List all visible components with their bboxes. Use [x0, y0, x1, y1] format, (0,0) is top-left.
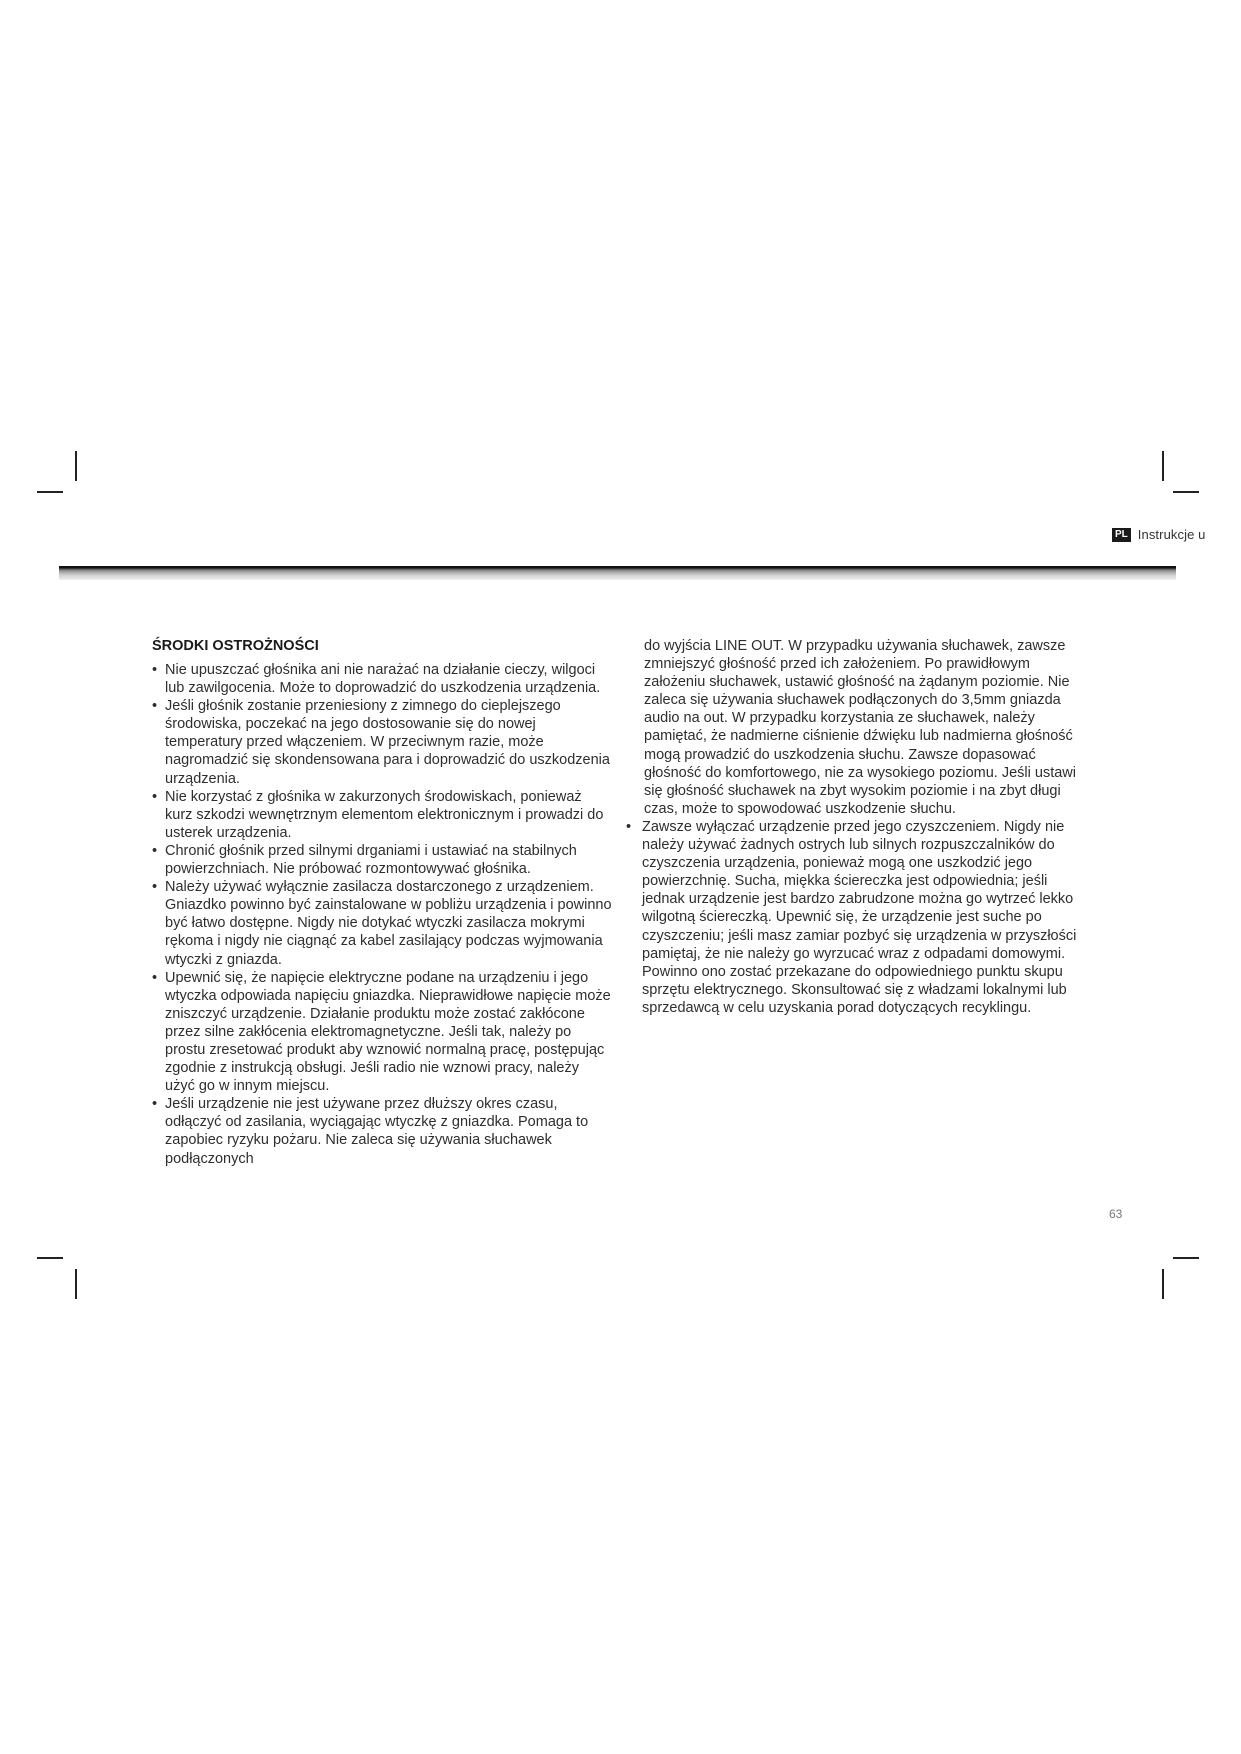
list-item: • Chronić głośnik przed silnymi drganiami i ustawiać na stabilnych powierzchniach. Nie próbować rozmontowywać głośnika. [152, 842, 612, 878]
crop-mark-top-right-horizontal [1173, 491, 1199, 493]
section-title: ŚRODKI OSTROŻNOŚCI [152, 638, 319, 654]
precautions-list-right [626, 818, 1086, 1017]
list-item: • Jeśli urządzenie nie jest używane przez dłuższy okres czasu, odłączyć od zasilania, wyciągając wtyczkę z gniazdka. Pomaga to zapobiec ryzyku pożaru. Nie zaleca się używania słuchawek podłączonych [152, 1095, 612, 1167]
crop-mark-top-left-horizontal [37, 491, 63, 493]
page-header [1112, 527, 1205, 542]
list-item: • Zawsze wyłączać urządzenie przed jego czyszczeniem. Nigdy nie należy używać żadnych ostrych lub silnych rozpuszczalników do czyszczenia urządzenia, ponieważ mogą one uszkodzić jego powierzchnię. Sucha, miękka ściereczka jest odpowiednia; jeśli jednak urządzenie jest bardzo zabrudzone można go wytrzeć lekko wilgotną ściereczką. Upewnić się, że urządzenie jest suche po czyszczeniu; jeśli masz zamiar pozbyć się urządzenia w przyszłości pamiętaj, że nie należy go wyrzucać wraz z odpadami domowymi. Powinno ono zostać przekazane do odpowiedniego punktu skupu sprzętu elektrycznego. Skonsultować się z władzami lokalnymi lub sprzedawcą w celu uzyskania porad dotyczących recyklingu. [626, 818, 1086, 1017]
list-item: • Upewnić się, że napięcie elektryczne podane na urządzeniu i jego wtyczka odpowiada napięciu gniazdka. Nieprawidłowe napięcie może zniszczyć urządzenie. Działanie produktu może zostać zakłócone przez silne zakłócenia elektromagnetyczne. Jeśli tak, należy po prostu zresetować produkt aby wznowić normalną pracę, postępując zgodnie z instrukcją obsługi. Jeśli radio nie wznowi pracy, należy użyć go w innym miejscu. [152, 969, 612, 1096]
list-item: • Należy używać wyłącznie zasilacza dostarczonego z urządzeniem. Gniazdko powinno być zainstalowane w pobliżu urządzenia i powinno być łatwo dostępne. Nigdy nie dotykać wtyczki zasilacza mokrymi rękoma i nigdy nie ciągnąć za kabel zasilający podczas wyjmowania wtyczki z gniazda. [152, 878, 612, 968]
right-column [626, 637, 1086, 1017]
list-item-continuation: do wyjścia LINE OUT. W przypadku używania słuchawek, zawsze zmniejszyć głośność przed ich założeniem. Po prawidłowym założeniu słuchawek, ustawić głośność na żądanym poziomie. Nie zaleca się używania słuchawek podłączonych do 3,5mm gniazda audio na out. W przypadku korzystania ze słuchawek, należy pamiętać, że nadmierne ciśnienie dźwięku lub nadmierna głośność mogą prowadzić do uszkodzenia słuchu. Zawsze dopasować głośność do komfortowego, nie za wysokiego poziomu. Jeśli ustawi się głośność słuchawek na zbyt wysokim poziomie i na zbyt długi czas, może to spowodować uszkodzenie słuchu. [644, 638, 1076, 817]
precautions-list-left [152, 661, 612, 1168]
crop-mark-top-right-vertical [1162, 451, 1164, 481]
crop-mark-bottom-right-horizontal [1173, 1257, 1199, 1259]
page-number: 63 [1109, 1207, 1123, 1221]
crop-mark-top-left-vertical [75, 451, 77, 481]
crop-mark-bottom-left-vertical [75, 1269, 77, 1299]
crop-mark-bottom-right-vertical [1162, 1269, 1164, 1299]
header-divider [59, 566, 1176, 580]
language-badge: PL [1112, 528, 1131, 542]
left-column [152, 637, 612, 1168]
list-item: • Jeśli głośnik zostanie przeniesiony z zimnego do cieplejszego środowiska, poczekać na jego dostosowanie się do nowej temperatury przed włączeniem. W przeciwnym razie, może nagromadzić się skondensowana para i doprowadzić do uszkodzenia urządzenia. [152, 697, 612, 787]
list-item: • Nie upuszczać głośnika ani nie narażać na działanie cieczy, wilgoci lub zawilgocenia. Może to doprowadzić do uszkodzenia urządzenia. [152, 661, 612, 697]
crop-mark-bottom-left-horizontal [37, 1257, 63, 1259]
header-title: Instrukcje u [1137, 527, 1206, 542]
list-item: • Nie korzystać z głośnika w zakurzonych środowiskach, ponieważ kurz szkodzi wewnętrznym elementom elektronicznym i prowadzi do usterek urządzenia. [152, 788, 612, 842]
